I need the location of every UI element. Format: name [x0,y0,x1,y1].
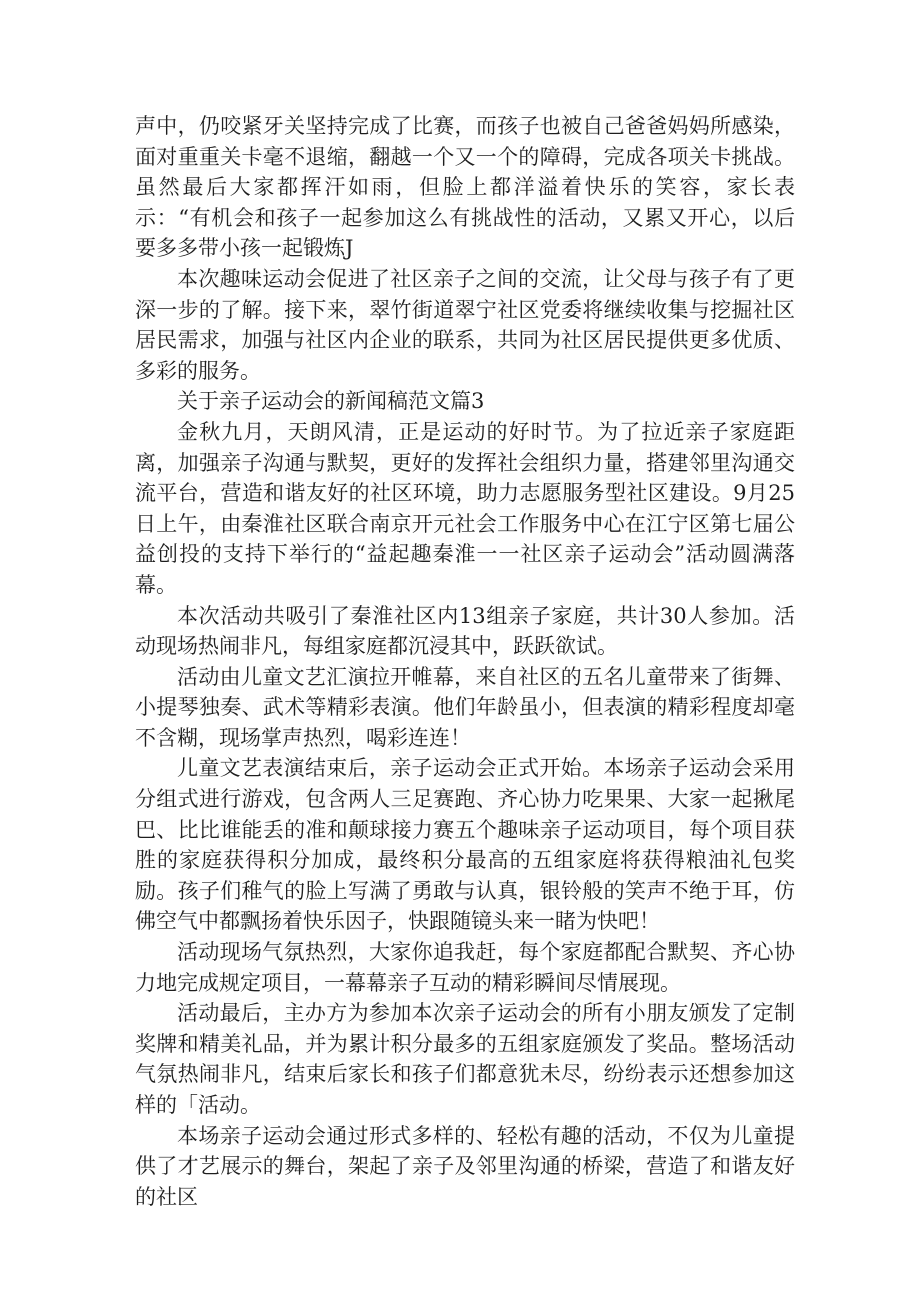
paragraph-community-exchange: 本次趣味运动会促进了社区亲子之间的交流，让父母与孩子有了更深一步的了解。接下来，翠竹街道翠宁社区党委将继续收集与挖掘社区居民需求，加强与社区内企业的联系，共同为社区居民提供更多优质、多彩的服务。 [135,266,795,383]
paragraph-autumn-intro: 金秋九月，天朗风清，正是运动的好时节。为了拉近亲子家庭距离，加强亲子沟通与默契，更好的发挥社会组织力量，搭建邻里沟通交流平台，营造和谐友好的社区环境，助力志愿服务型社区建设。9月25日上午，由秦淮社区联合南京开元社会工作服务中心在江宁区第七届公益创投的支持下举行的“益起趣秦淮一一社区亲子运动会”活动圆满落幕。 [135,419,795,597]
paragraph-participants: 本次活动共吸引了秦淮社区内13组亲子家庭，共计30人参加。活动现场热闹非凡，每组家庭都沉浸其中，跃跃欲试。 [135,603,795,659]
paragraph-awards: 活动最后，主办方为参加本次亲子运动会的所有小朋友颁发了定制奖牌和精美礼品，并为累计积分最多的五组家庭颁发了奖品。整场活动气氛热闹非凡，结束后家长和孩子们都意犹未尽，纷纷表示还想参加这样的「活动。 [135,1001,795,1117]
paragraph-performances: 活动由儿童文艺汇演拉开帷幕，来自社区的五名儿童带来了街舞、小提琴独奏、武术等精彩表演。他们年龄虽小，但表演的精彩程度却毫不含糊，现场掌声热烈，喝彩连连！ [135,664,795,750]
paragraph-continuation: 声中，仍咬紧牙关坚持完成了比赛，而孩子也被自己爸爸妈妈所感染，面对重重关卡毫不退缩，翻越一个又一个的障碍，完成各项关卡挑战。虽然最后大家都挥汗如雨，但脸上都洋溢着快乐的笑容，家长表示：“有机会和孩子一起参加这么有挑战性的活动，又累又开心，以后要多多带小孩一起锻炼J [135,114,795,261]
paragraph-games: 儿童文艺表演结束后，亲子运动会正式开始。本场亲子运动会采用分组式进行游戏，包含两人三足赛跑、齐心协力吃果果、大家一起揪尾巴、比比谁能丢的准和颠球接力赛五个趣味亲子运动项目，每个项目获胜的家庭获得积分加成，最终积分最高的五组家庭将获得粮油礼包奖励。孩子们稚气的脸上写满了勇敢与认真，银铃般的笑声不绝于耳，仿佛空气中都飘扬着快乐因子，快跟随镜头来一睹为快吧！ [135,756,795,934]
paragraph-conclusion: 本场亲子运动会通过形式多样的、轻松有趣的活动，不仅为儿童提供了才艺展示的舞台，架起了亲子及邻里沟通的桥梁，营造了和谐友好的社区 [135,1123,795,1209]
document-body [135,111,795,1212]
section-heading: 关于亲子运动会的新闻稿范文篇3 [177,389,485,414]
paragraph-atmosphere: 活动现场气氛热烈，大家你追我赶，每个家庭都配合默契、齐心协力地完成规定项目，一幕幕亲子互动的精彩瞬间尽情展现。 [135,940,795,995]
